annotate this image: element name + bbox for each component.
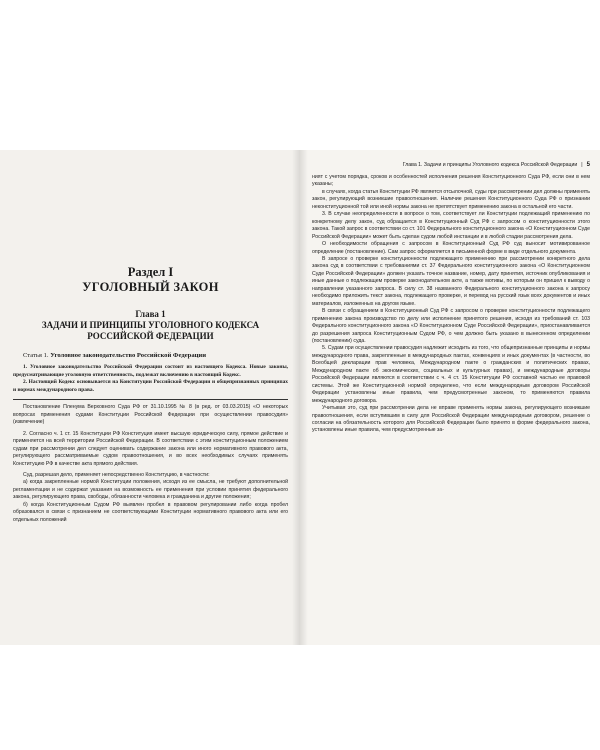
body-paragraph: В запросе о проверке конституционности подлежащего применению при рассмотрении конкретного дела закона суд в соответствии с требованиями ст. 37 Федерального конституционного закона «О Конституционном Суде Российской Федерации» должен указать точное название, номер, дату принятия, источник опубликования и иные данные о подлежащем проверке законодательном акте, а также мотивы, по которым он пришел к выводу о направлении указанного запроса. В силу ст. 38 названного Федерального конституционного закона к запросу необходимо приложить текст закона, подлежащего проверке, и перевод на русский язык всех документов и иных материалов, изложенных на другом языке. xyxy=(312,255,590,307)
article-title: Уголовное законодательство Российской Федерации xyxy=(50,352,207,359)
body-paragraph: Учитывая это, суд при рассмотрении дела не вправе применять нормы закона, регулирующего возникшие правоотношения, если вступившим в силу для Российской Федерации международным договором, решение о согласии на обязательность которого для Российской Федерации было принято в форме федерального закона, установлены иные правила, чем предусмотренные за- xyxy=(312,405,590,434)
book-spread xyxy=(0,150,600,645)
divider xyxy=(13,399,288,400)
right-page xyxy=(300,150,600,645)
comment-paragraph: 2. Согласно ч. 1 ст. 15 Конституции РФ Конституция имеет высшую юридическую силу, прямое действие и применяется на всей территории Российской Федерации. В соответствии с этим конституционным положением судам при рассмотрении дел следует оценивать содержание закона или иного нормативного правового акта, регулирующего рассматриваемые судом правоотношения, и во всех необходимых случаях применять Конституцию РФ в качестве акта прямого действия. xyxy=(13,430,288,467)
comment-source: Постановление Пленума Верховного Суда РФ от 31.10.1995 № 8 (в ред. от 03.03.2015) «О некоторых вопросах применения судами Конституции Российской Федерации при осуществлении правосудия» (извлечение) xyxy=(13,404,288,426)
comment-paragraph: б) когда Конституционным Судом РФ выявлен пробел в правовом регулировании либо когда пробел образовался в связи с признанием не соответствующими Конституции нормативного правового акта или его отдельных положений xyxy=(13,501,288,523)
chapter-subtitle-line: РОССИЙСКОЙ ФЕДЕРАЦИИ xyxy=(87,331,214,341)
body-paragraph: в случаях, когда статья Конституции РФ является отсылочной, суды при рассмотрении дел должны применять закон, регулирующий возникшие правоотношения. Наличие решения Конституционного Суда РФ о признании неконституционной той или иной нормы закона не препятствует применению закона в остальной его части. xyxy=(312,188,590,210)
chapter-subtitle-line: ЗАДАЧИ И ПРИНЦИПЫ УГОЛОВНОГО КОДЕКСА xyxy=(41,320,260,330)
comment-paragraph: а) когда закрепленные нормой Конституции положения, исходя из ее смысла, не требуют дополнительной регламентации и не содержат указания на возможность ее применения при условии принятия федерального закона, регулирующего права, свободы, обязанности человека и гражданина и другие положения; xyxy=(13,479,288,501)
book-gutter xyxy=(292,150,308,645)
body-paragraph: 5. Судам при осуществлении правосудия надлежит исходить из того, что общепризнанные принципы и нормы международного права, закрепленные в международных пактах, конвенциях и иных документах (в частности, во Всеобщей декларации прав человека, Международном пакте о гражданских и политических правах, Международном пакте об экономических, социальных и культурных правах), и международные договоры Российской Федерации являются в соответствии с ч. 4 ст. 15 Конституции РФ составной частью ее правовой системы. Этой же Конституционной нормой определено, что если международным договором Российской Федерации установлены иные правила, чем предусмотренные законом, то применяются правила международного договора. xyxy=(312,345,590,404)
article-heading xyxy=(23,351,288,360)
left-page xyxy=(0,150,300,645)
article-number: Статья 1. xyxy=(23,352,49,359)
chapter-subtitle xyxy=(13,320,288,342)
part-title: Раздел I xyxy=(127,265,174,279)
page-number: 5 xyxy=(586,162,590,168)
part-subtitle: УГОЛОВНЫЙ ЗАКОН xyxy=(82,280,219,294)
body-paragraph: В связи с обращением в Конституционный Суд РФ с запросом о проверке конституционности подлежащего применению закона производство по делу или исполнение принятого решения, исходя из требований ст. 103 Федерального конституционного закона «О Конституционном Суде Российской Федерации», приостанавливается до разрешения запроса Конституционным Судом РФ, о чем должно быть указано в вынесенном определении (постановлении) суда. xyxy=(312,308,590,344)
comment-paragraph: Суд, разрешая дело, применяет непосредственно Конституцию, в частности: xyxy=(23,472,210,478)
law-paragraph: 1. Уголовное законодательство Российской Федерации состоит из настоящего Кодекса. Новые законы, предусматривающие уголовную ответственность, подлежат включению в настоящий Кодекс. xyxy=(13,364,288,378)
running-head xyxy=(312,162,590,169)
body-paragraph: О необходимости обращения с запросом в Конституционный Суд РФ суд выносит мотивированное определение (постановление). Сам запрос оформляется в письменной форме в виде отдельного документа. xyxy=(312,241,590,255)
running-head-separator: | xyxy=(581,162,583,168)
law-paragraph: 2. Настоящий Кодекс основывается на Конституции Российской Федерации и общепризнанных принципах и нормах международного права. xyxy=(13,379,288,393)
body-paragraph: 3. В случае неопределенности в вопросе о том, соответствует ли Конституции подлежащий применению по конкретному делу закон, суд обращается в Конституционный Суд РФ с запросом о конституционности этого закона. Такой запрос в соответствии со ст. 101 Федерального конституционного закона «О Конституционном Суде Российской Федерации» может быть сделан судом любой инстанции и в любой стадии рассмотрения дела. xyxy=(312,211,590,240)
chapter-title: Глава 1 xyxy=(135,309,166,319)
running-head-title: Глава 1. Задачи и принципы Уголовного кодекса Российской Федерации xyxy=(402,162,578,168)
body-paragraph: ният с учетом порядка, сроков и особенностей исполнения решения Конституционного Суда РФ, если они в нем указаны; xyxy=(312,174,590,188)
